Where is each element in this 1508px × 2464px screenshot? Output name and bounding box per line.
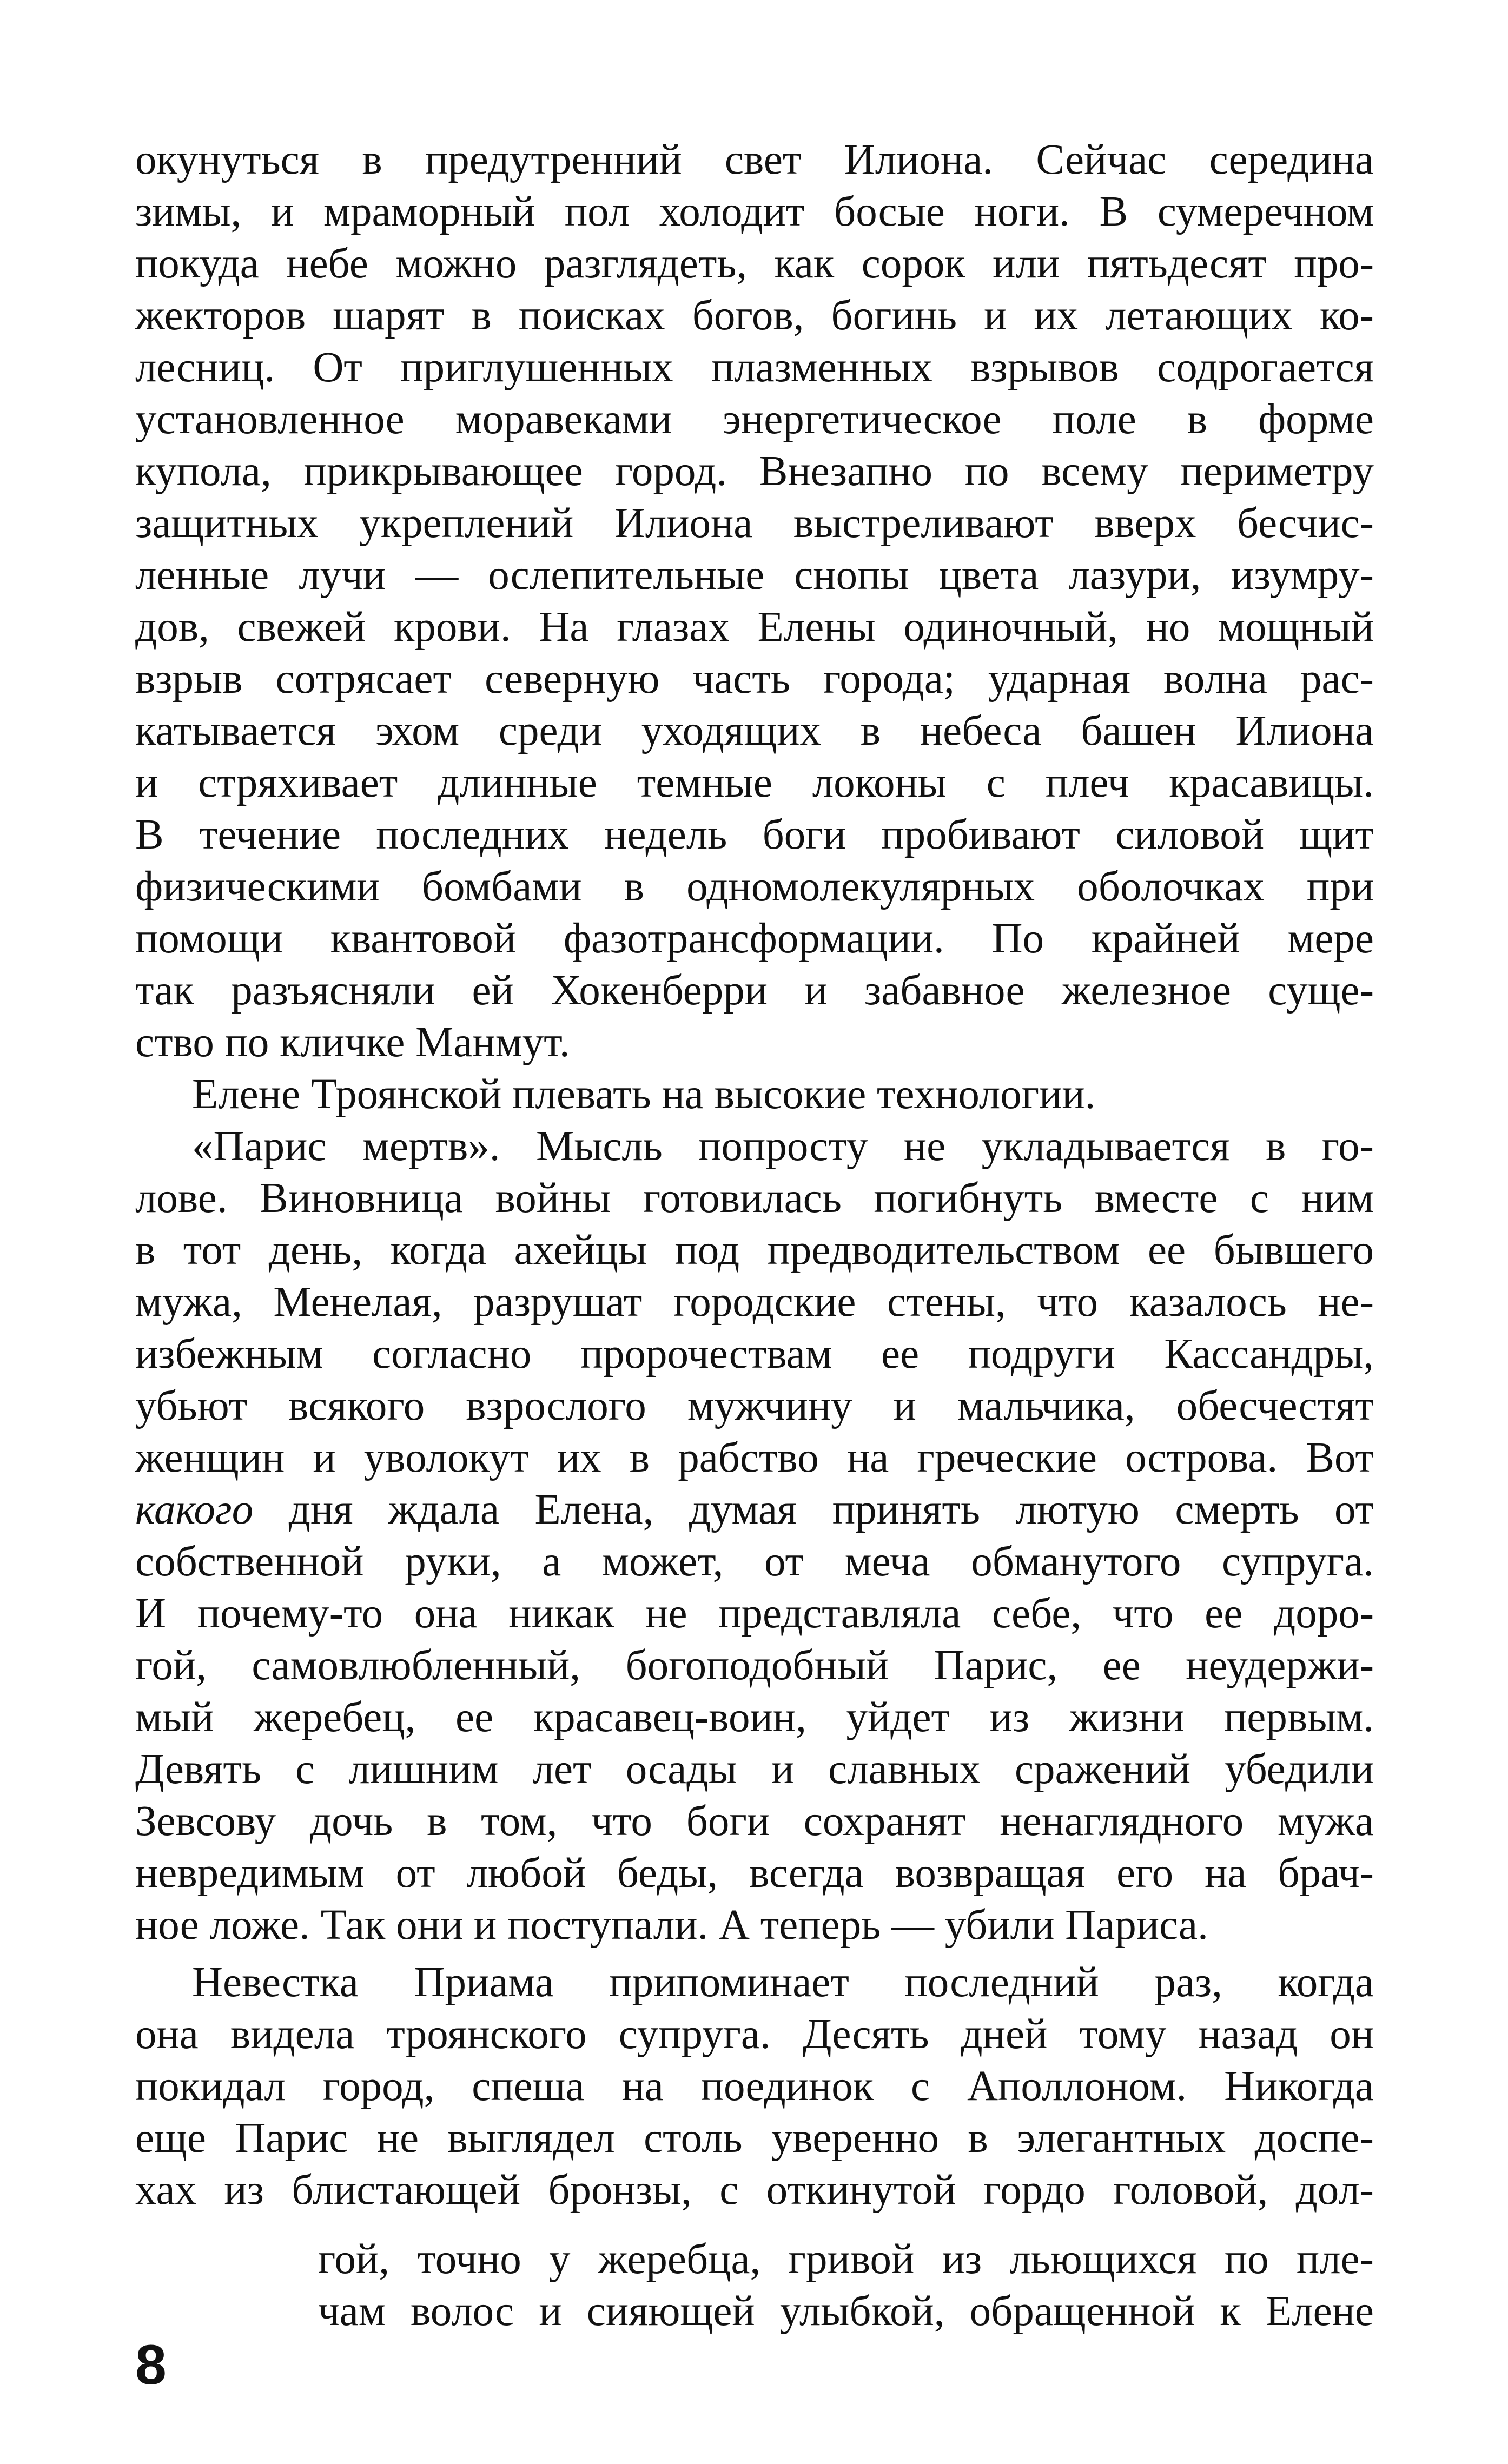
text-line: ное ложе. Так они и поступали. А теперь — убили Париса. xyxy=(135,1902,1208,1949)
text-line: защитных укреплений Илиона выстреливают вверх бесчис- xyxy=(135,500,1374,547)
text-line: гой, точно у жеребца, гривой из льющихся по пле- xyxy=(318,2236,1374,2283)
text-line: так разъясняли ей Хокенберри и забавное железное суще- xyxy=(135,967,1374,1014)
text-line: Девять с лишним лет осады и славных сражений убедили xyxy=(135,1746,1374,1793)
text-line: невредимым от любой беды, всегда возвращая его на брач- xyxy=(135,1850,1374,1897)
text-line: ленные лучи — ослепительные снопы цвета лазури, изумру- xyxy=(135,552,1374,599)
text-line: убьют всякого взрослого мужчину и мальчика, обесчестят xyxy=(135,1382,1374,1429)
text-line: лове. Виновница войны готовилась погибнуть вместе с ним xyxy=(135,1175,1374,1222)
text-line: ство по кличке Манмут. xyxy=(135,1019,570,1066)
text-line: дов, свежей крови. На глазах Елены одиночный, но мощный xyxy=(135,604,1374,651)
text-line: покуда небе можно разглядеть, как сорок или пятьдесят про- xyxy=(135,240,1374,287)
text-line: помощи квантовой фазотрансформации. По крайней мере xyxy=(135,915,1374,962)
text-line: катывается эхом среди уходящих в небеса башен Илиона xyxy=(135,707,1374,754)
text-line xyxy=(135,1484,1374,1536)
page-number: 8 xyxy=(135,2334,167,2396)
text-line: лесниц. От приглушенных плазменных взрывов содрогается xyxy=(135,344,1374,391)
text-line: избежным согласно пророчествам ее подруги Кассандры, xyxy=(135,1330,1374,1377)
text-line: покидал город, спеша на поединок с Аполлоном. Никогда xyxy=(135,2063,1374,2110)
text-line: мый жеребец, ее красавец-воин, уйдет из жизни первым. xyxy=(135,1694,1374,1741)
text-line: собственной руки, а может, от меча обманутого супруга. xyxy=(135,1538,1374,1585)
text-line: в тот день, когда ахейцы под предводительством ее бывшего xyxy=(135,1227,1374,1274)
text-line: чам волос и сияющей улыбкой, обращенной к Елене xyxy=(318,2288,1374,2335)
text-line: еще Парис не выглядел столь уверенно в элегантных доспе- xyxy=(135,2115,1374,2162)
text-line: Невестка Приама припоминает последний раз, когда xyxy=(192,1959,1374,2006)
text-line: зимы, и мраморный пол холодит босые ноги. В сумеречном xyxy=(135,188,1374,235)
text-line: окунуться в предутренний свет Илиона. Сейчас середина xyxy=(135,136,1374,183)
text-line: Зевсову дочь в том, что боги сохранят ненаглядного мужа xyxy=(135,1798,1374,1845)
text-line: купола, прикрывающее город. Внезапно по всему периметру xyxy=(135,448,1374,495)
text-line: мужа, Менелая, разрушат городские стены, что казалось не- xyxy=(135,1279,1374,1326)
text-line: хах из блистающей бронзы, с откинутой гордо головой, дол- xyxy=(135,2167,1374,2214)
text-line: жекторов шарят в поисках богов, богинь и их летающих ко- xyxy=(135,292,1374,339)
text-line: Елене Троянской плевать на высокие технологии. xyxy=(192,1071,1096,1118)
text-line: И почему-то она никак не представляла себе, что ее доро- xyxy=(135,1590,1374,1637)
italic-emphasis: какого xyxy=(135,1486,254,1533)
text-line: она видела троянского супруга. Десять дней тому назад он xyxy=(135,2011,1374,2058)
text-line: «Парис мертв». Мысль попросту не укладывается в го- xyxy=(192,1123,1374,1170)
text-line: установленное моравеками энергетическое поле в форме xyxy=(135,396,1374,443)
text-line: женщин и уволокут их в рабство на греческие острова. Вот xyxy=(135,1434,1374,1481)
text-line: гой, самовлюбленный, богоподобный Парис, ее неудержи- xyxy=(135,1642,1374,1689)
text-line: и стряхивает длинные темные локоны с плеч красавицы. xyxy=(135,759,1374,806)
text-line: В течение последних недель боги пробивают силовой щит xyxy=(135,811,1374,858)
text-line-rest: дня ждала Елена, думая принять лютую смерть от xyxy=(253,1486,1374,1533)
text-line: физическими бомбами в одномолекулярных оболочках при xyxy=(135,863,1374,910)
text-line: взрыв сотрясает северную часть города; ударная волна рас- xyxy=(135,655,1374,703)
